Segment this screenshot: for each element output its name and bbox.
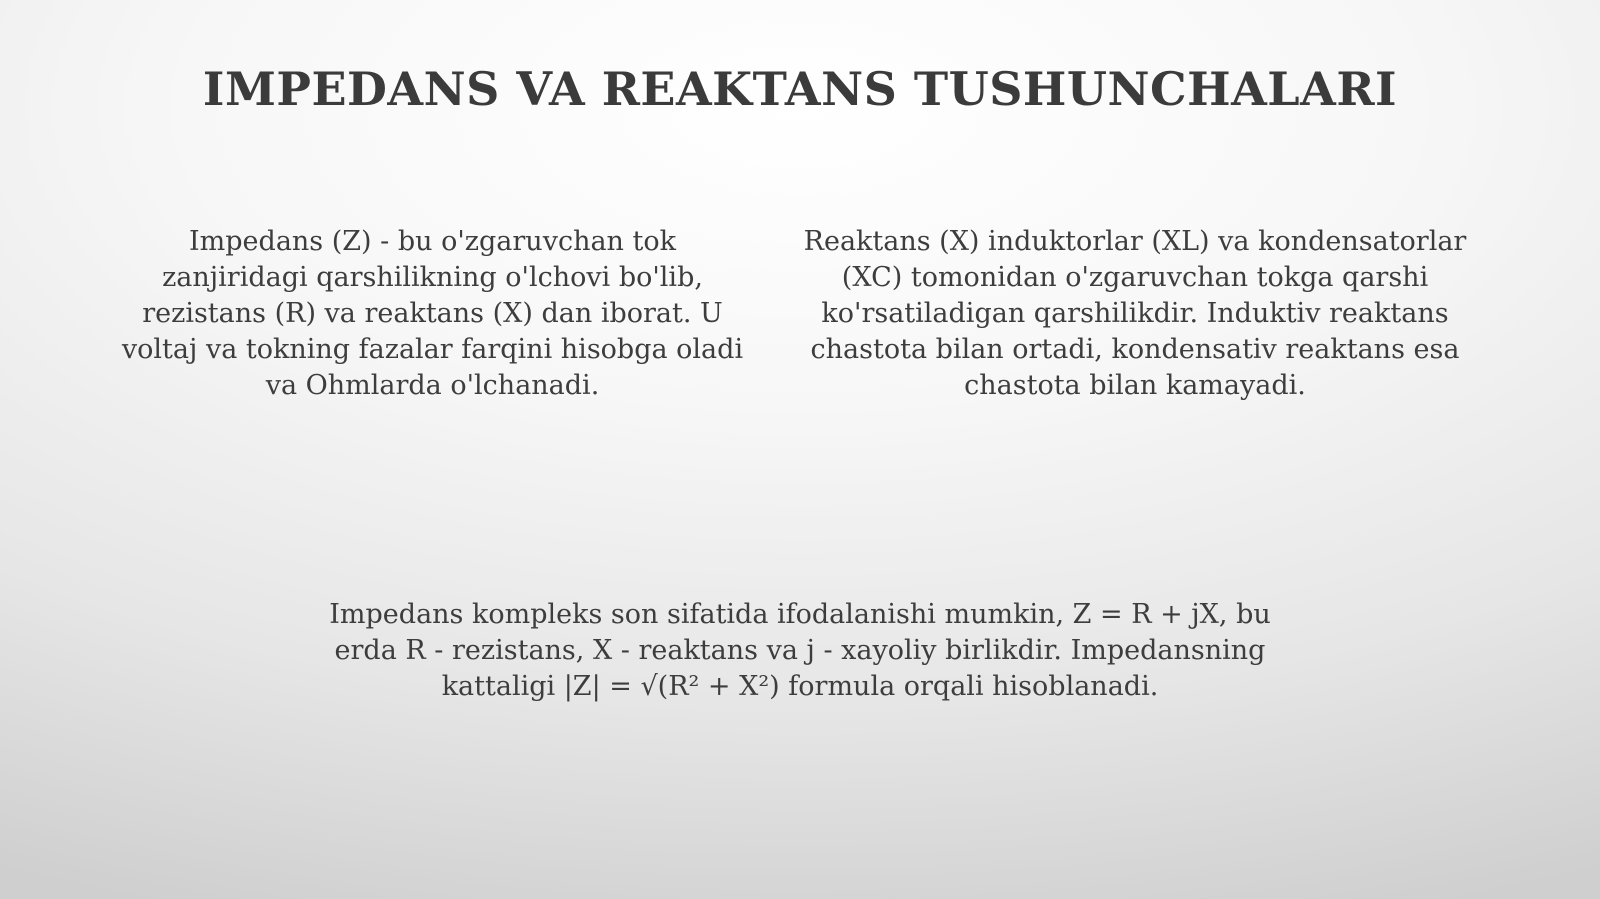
reactance-definition-text: Reaktans (X) induktorlar (XL) va kondensatorlar (XC) tomonidan o'zgaruvchan tokga qarshi ko'rsatiladigan qarshilikdir. Induktiv reaktans chastota bilan ortadi, kondensativ reaktans esa chastota bilan kamayadi. <box>803 226 1467 401</box>
impedance-definition-text: Impedans (Z) - bu o'zgaruvchan tok zanjiridagi qarshilikning o'lchovi bo'lib, rezistans (R) va reaktans (X) dan iborat. U voltaj va tokning fazalar farqini hisobga oladi va Ohmlarda o'lchanadi. <box>121 226 744 401</box>
slide-title: IMPEDANS VA REAKTANS TUSHUNCHALARI <box>202 62 1398 116</box>
impedance-formula-text: Impedans kompleks son sifatida ifodalanishi mumkin, Z = R + jX, bu erda R - rezistans, X - reaktans va j - xayoliy birlikdir. Impedansning kattaligi |Z| = √(R² + X²) formula orqali hisoblanadi. <box>329 599 1271 702</box>
